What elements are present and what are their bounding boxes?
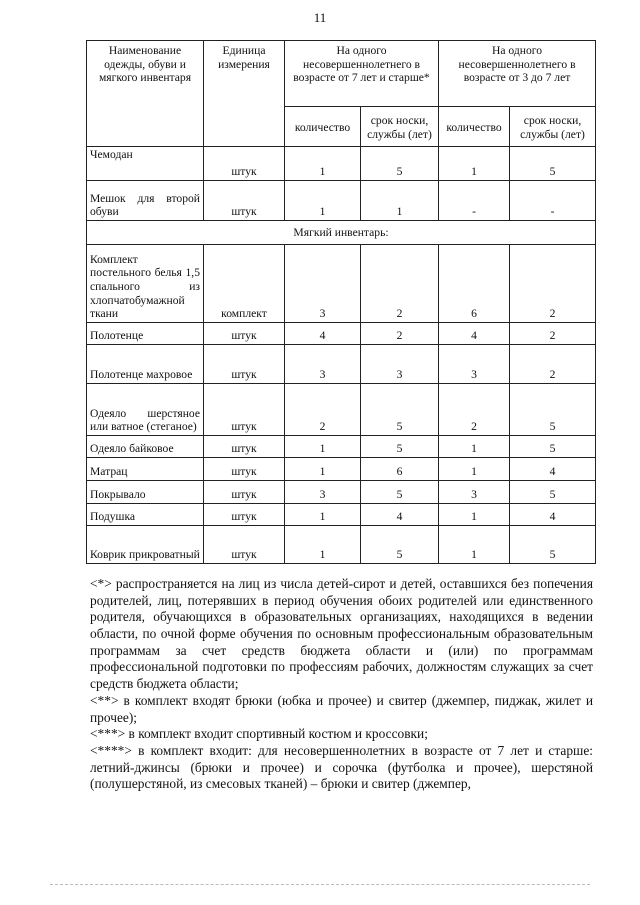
clothing-norms-table — [86, 40, 596, 564]
row-term-2: - — [510, 181, 596, 221]
row-qty-1: 4 — [285, 323, 361, 345]
row-term-2: 4 — [510, 504, 596, 526]
row-name: Чемодан — [87, 147, 204, 181]
row-qty-2: 1 — [439, 504, 510, 526]
row-term-1: 5 — [361, 384, 439, 436]
table-row — [87, 323, 596, 345]
row-name: Полотенце махровое — [87, 345, 204, 384]
row-name: Одеяло шерстяное или ватное (стеганое) — [87, 384, 204, 436]
row-term-2: 5 — [510, 481, 596, 504]
footnote-3: <***> в комплект входит спортивный костюм и кроссовки; — [90, 726, 428, 742]
header-term-1: срок носки, службы (лет) — [361, 107, 439, 147]
row-qty-2: 1 — [439, 526, 510, 564]
header-term-2: срок носки, службы (лет) — [510, 107, 596, 147]
row-name: Одеяло байковое — [87, 436, 204, 458]
row-qty-1: 1 — [285, 504, 361, 526]
header-qty-1: количество — [285, 107, 361, 147]
table-row — [87, 504, 596, 526]
row-unit: штук — [204, 345, 285, 384]
footnotes — [90, 576, 593, 793]
row-unit: комплект — [204, 245, 285, 323]
row-unit: штук — [204, 526, 285, 564]
row-term-2: 4 — [510, 458, 596, 481]
row-qty-2: 2 — [439, 384, 510, 436]
row-term-2: 5 — [510, 384, 596, 436]
row-name: Полотенце — [87, 323, 204, 345]
table-row — [87, 526, 596, 564]
row-unit: штук — [204, 181, 285, 221]
row-qty-1: 2 — [285, 384, 361, 436]
table-row — [87, 436, 596, 458]
row-qty-1: 3 — [285, 345, 361, 384]
row-qty-2: - — [439, 181, 510, 221]
row-unit: штук — [204, 323, 285, 345]
row-qty-2: 6 — [439, 245, 510, 323]
row-qty-1: 1 — [285, 436, 361, 458]
row-term-1: 5 — [361, 526, 439, 564]
section-title: Мягкий инвентарь: — [87, 221, 596, 245]
row-term-1: 5 — [361, 436, 439, 458]
table-row — [87, 481, 596, 504]
row-term-2: 5 — [510, 436, 596, 458]
row-name: Подушка — [87, 504, 204, 526]
row-qty-2: 1 — [439, 458, 510, 481]
header-unit: Единица измерения — [204, 41, 285, 147]
row-name: Комплект постельного белья 1,5 спального из хлопчатобумажной ткани — [87, 245, 204, 323]
row-term-1: 5 — [361, 481, 439, 504]
table-row — [87, 245, 596, 323]
row-name: Матрац — [87, 458, 204, 481]
row-term-1: 2 — [361, 245, 439, 323]
footnote-2: <**> в комплект входят брюки (юбка и прочее) и свитер (джемпер, пиджак, жилет и прочее); — [90, 692, 593, 725]
row-term-1: 2 — [361, 323, 439, 345]
row-qty-1: 1 — [285, 458, 361, 481]
row-unit: штук — [204, 481, 285, 504]
row-term-2: 5 — [510, 147, 596, 181]
row-qty-1: 1 — [285, 181, 361, 221]
row-term-1: 5 — [361, 147, 439, 181]
row-qty-1: 1 — [285, 526, 361, 564]
row-term-1: 1 — [361, 181, 439, 221]
row-term-2: 2 — [510, 245, 596, 323]
row-qty-1: 3 — [285, 481, 361, 504]
row-term-1: 3 — [361, 345, 439, 384]
row-qty-1: 3 — [285, 245, 361, 323]
row-unit: штук — [204, 147, 285, 181]
header-group-7-plus: На одного несовершеннолетнего в возрасте от 7 лет и старше* — [285, 41, 439, 107]
row-name: Покрывало — [87, 481, 204, 504]
header-qty-2: количество — [439, 107, 510, 147]
row-qty-2: 1 — [439, 436, 510, 458]
row-term-1: 6 — [361, 458, 439, 481]
row-qty-2: 3 — [439, 345, 510, 384]
page-number: 11 — [313, 10, 327, 25]
row-unit: штук — [204, 458, 285, 481]
row-qty-1: 1 — [285, 147, 361, 181]
row-term-1: 4 — [361, 504, 439, 526]
row-term-2: 5 — [510, 526, 596, 564]
row-term-2: 2 — [510, 323, 596, 345]
footnote-4: <****> в комплект входит: для несовершеннолетних в возрасте от 7 лет и старше: летний-джинсы (брюки и прочее) и сорочка (футболка и прочее), шерстяной (полушерстяной, из смесовых тканей) – брюки и свитер (джемпер, — [90, 742, 593, 792]
row-unit: штук — [204, 436, 285, 458]
row-qty-2: 1 — [439, 147, 510, 181]
table-row — [87, 181, 596, 221]
table-row — [87, 147, 596, 181]
table-row — [87, 384, 596, 436]
header-group-3-7: На одного несовершеннолетнего в возрасте от 3 до 7 лет — [439, 41, 596, 107]
row-unit: штук — [204, 384, 285, 436]
footnote-1: <*> распространяется на лиц из числа детей-сирот и детей, оставшихся без попечения родителей, лиц, потерявших в период обучения обоих родителей или единственного родителя, обучающихся в образовательных организациях, находящихся в ведении области, по очной форме обучения по основным профессиональным образовательным программам за счет средств бюджета области и (или) по программам профессиональной подготовки по профессиям рабочих, должностям служащих за счет средств бюджета области; — [90, 576, 593, 692]
row-unit: штук — [204, 504, 285, 526]
bottom-scan-line — [50, 884, 590, 885]
row-term-2: 2 — [510, 345, 596, 384]
row-name: Коврик прикроватный — [87, 526, 204, 564]
row-qty-2: 4 — [439, 323, 510, 345]
table-row — [87, 345, 596, 384]
section-row — [87, 221, 596, 245]
header-name: Наименование одежды, обуви и мягкого инвентаря — [87, 41, 204, 147]
table-row — [87, 458, 596, 481]
row-name: Мешок для второй обуви — [87, 181, 204, 221]
row-qty-2: 3 — [439, 481, 510, 504]
